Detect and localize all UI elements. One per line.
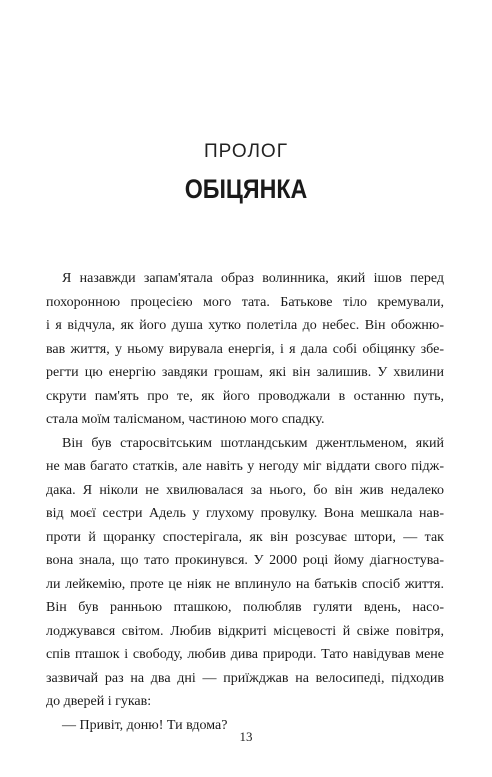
- text-line: Він був ранньою пташкою, полюбляв гуляти вдень, насо-: [46, 600, 444, 615]
- text-line: похоронною процесією мого тата. Батькове тіло кремували,: [46, 294, 444, 310]
- text-line: — Привіт, доню! Ти вдома?: [62, 717, 228, 733]
- text-line: лоджувався світом. Любив відкриті місцевості й свіже повітря,: [46, 623, 444, 639]
- text-line: дака. Я ніколи не хвилювалася за нього, бо він жив недалеко: [46, 482, 444, 498]
- chapter-title: ОБІЦЯНКА: [184, 174, 308, 204]
- text-line: вона знала, що тато прокинувся. У 2000 році йому діагностува-: [46, 553, 444, 568]
- text-line: спів пташок і свободу, любив дива природи. Тато навідував мене: [46, 647, 444, 662]
- text-line: Я назавжди запам'ятала образ волинника, який ішов перед: [62, 271, 444, 286]
- text-line: і я відчула, як його душа хутко полетіла до небес. Він обожню-: [46, 318, 444, 333]
- text-line: Він був старосвітським шотландським джентльменом, який: [62, 435, 444, 451]
- body-text: [46, 267, 444, 737]
- text-line: ли лейкемію, проте це ніяк не вплинуло на батьків спосіб життя.: [46, 576, 444, 592]
- text-line: вав життя, у ньому вирувала енергія, і я дала собі обіцянку збе-: [46, 341, 444, 357]
- text-line: проти й щоранку спостерігала, як він розсуває штори, — так: [46, 529, 444, 545]
- text-line: не мав багато статків, але навіть у негоду міг віддати свого підж-: [46, 459, 444, 474]
- text-line: регти цю енергію завдяки грошам, які він залишив. У хвилини: [46, 365, 444, 380]
- text-line: від моєї сестри Адель у глухому провулку. Вона мешкала нав-: [46, 506, 444, 521]
- text-line: зазвичай раз на два дні — приїжджав на велосипеді, підходив: [46, 670, 444, 686]
- text-line: до дверей і гукав:: [46, 694, 152, 709]
- chapter-kicker: ПРОЛОГ: [203, 141, 288, 162]
- page-number: 13: [239, 729, 253, 744]
- text-line: скрути пам'ять про те, як його проводжали в останню путь,: [46, 388, 444, 404]
- text-line: стала моїм талісманом, частиною мого спадку.: [46, 412, 325, 427]
